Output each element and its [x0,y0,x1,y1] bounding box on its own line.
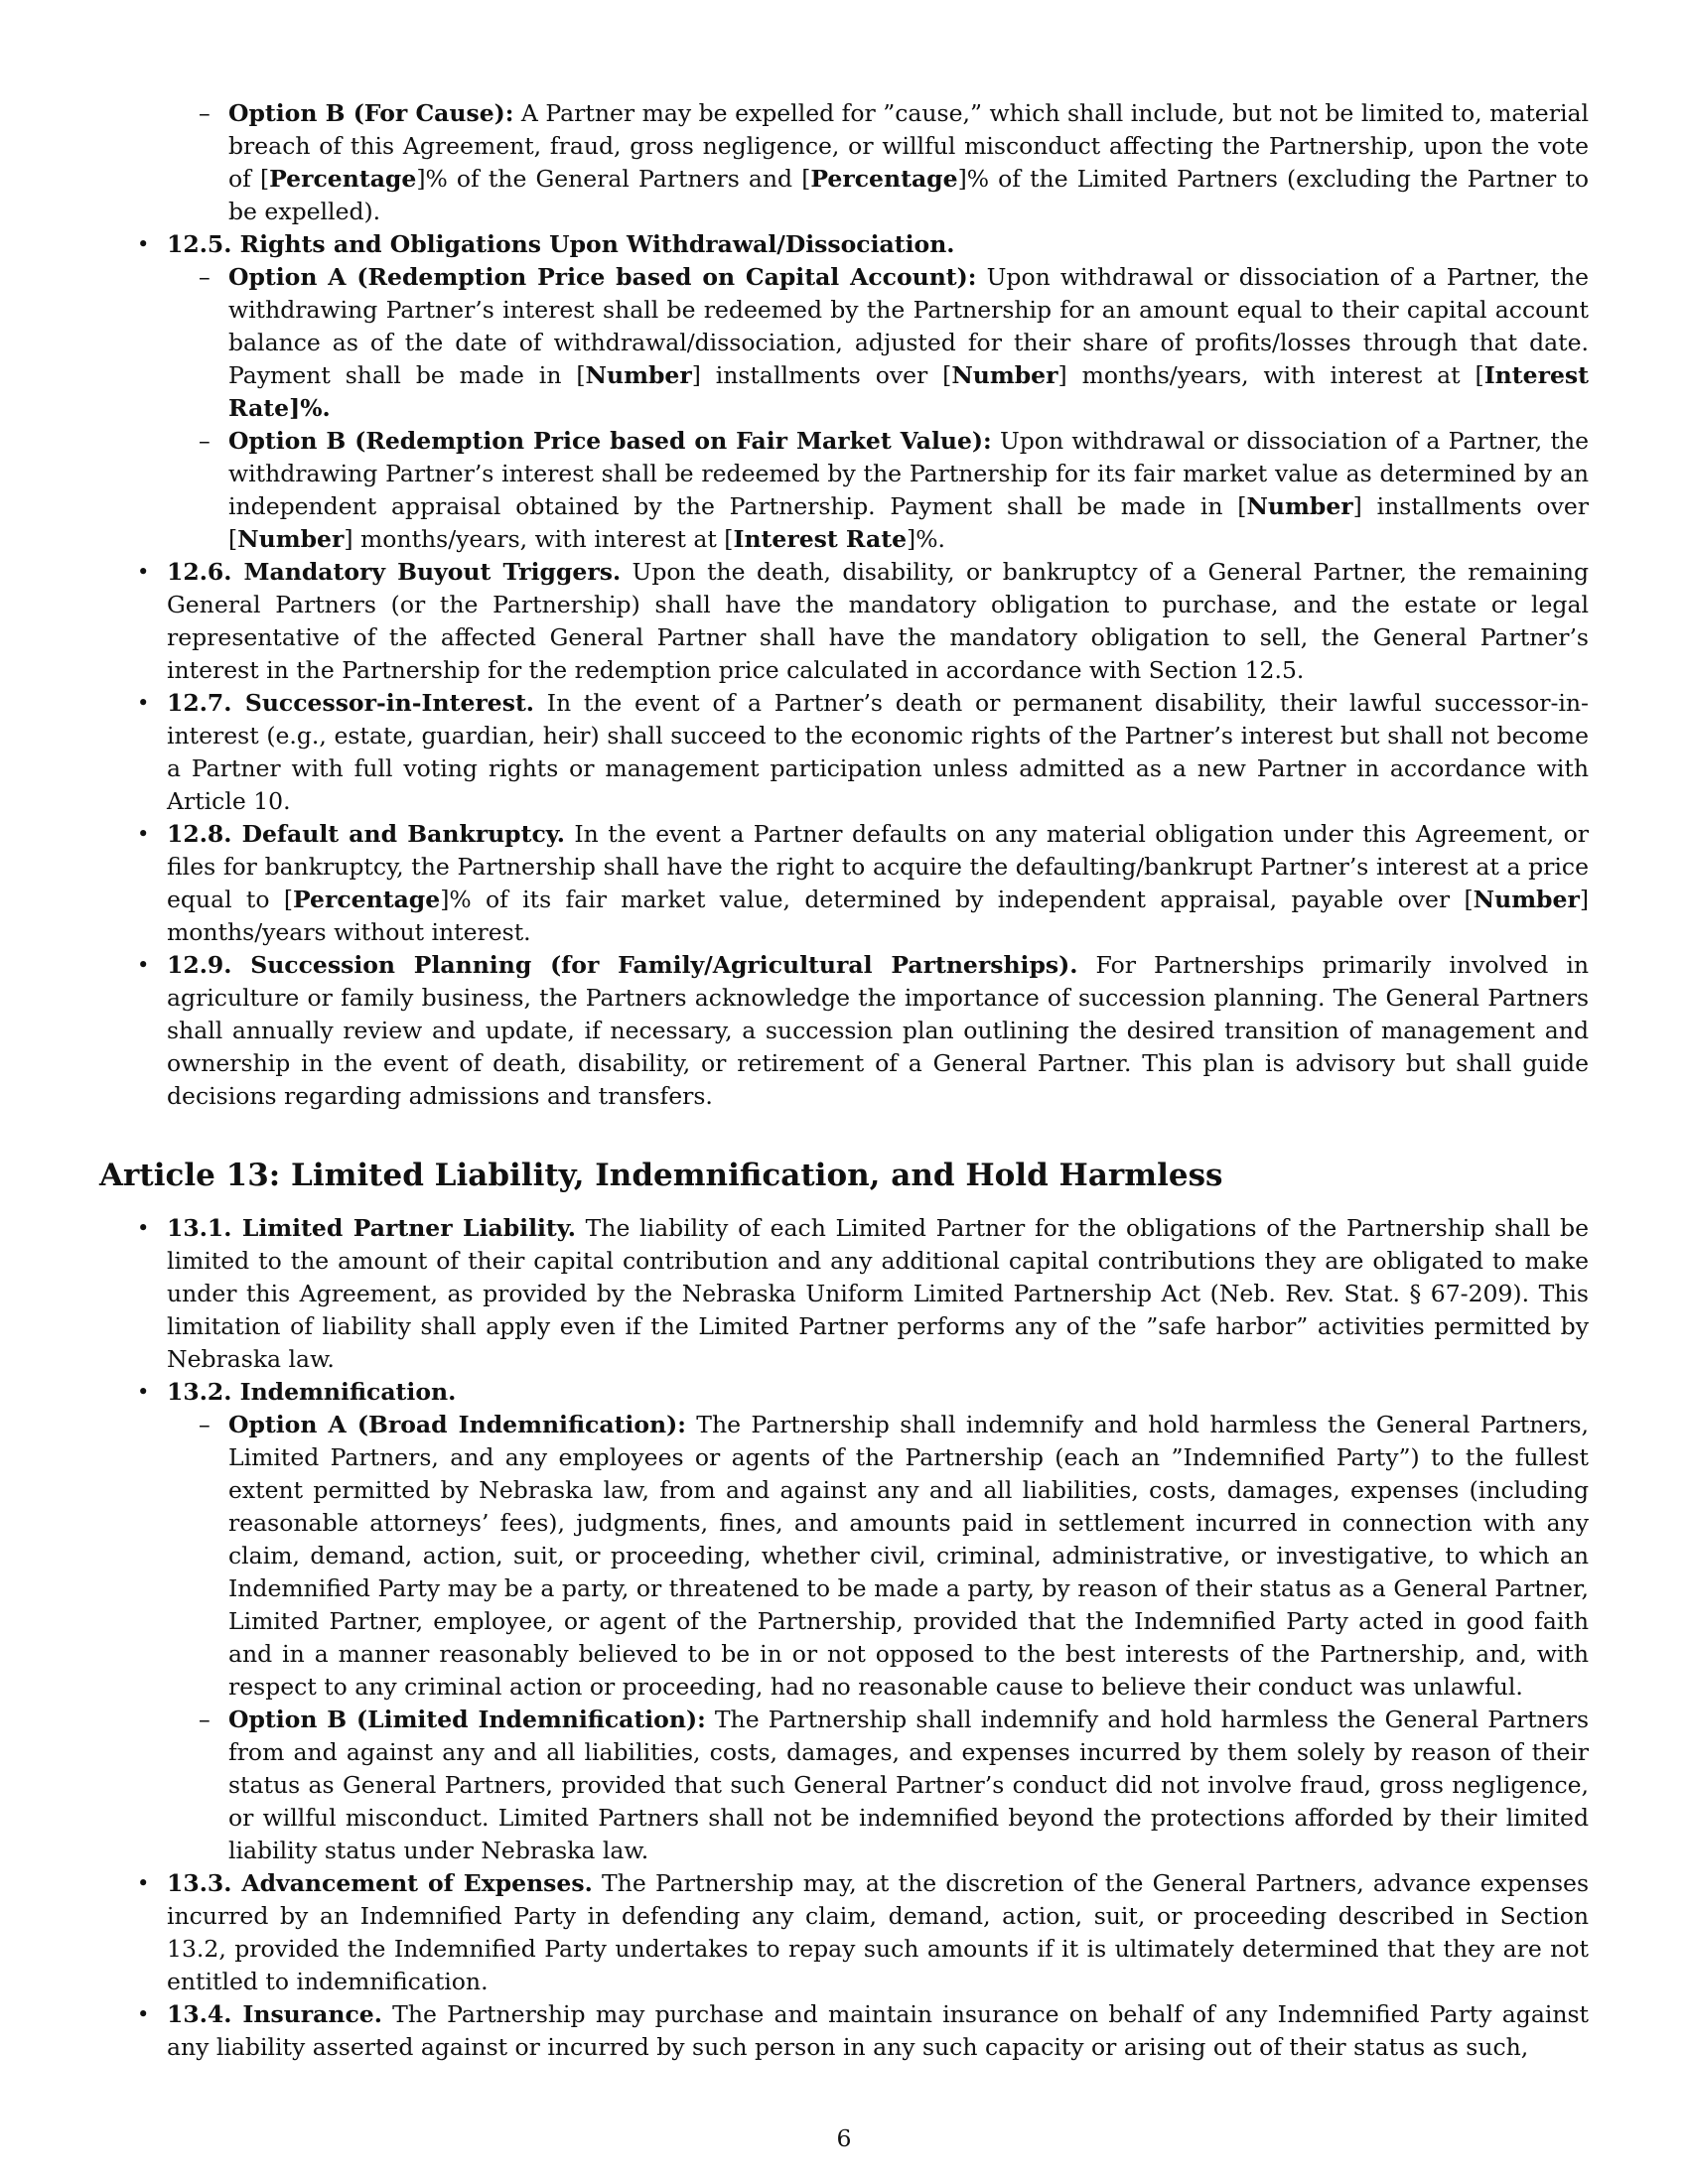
option-text: Upon withdrawal or dissociation of a Partner, the withdrawing Partner’s interest shall be redeemed by the Partnership for its fair market value as determined by an independent appraisal obtained by the Partnership. Payment shall be made in [ [228,427,1589,520]
section-label: 12.6. Mandatory Buyout Triggers. [167,558,622,586]
section-text: Upon the death, disability, or bankruptcy of a General Partner, the remaining General Partners (or the Partnership) shall have the mandatory obligation to purchase, and the estate or legal representative of the affected General Partner shall have the mandatory obligation to sell, the General Partner’s interest in the Partnership for the redemption price calculated in accordance with Section 12.5. [167,558,1590,684]
section-text: ]% of its fair market value, determined by independent appraisal, payable over [ [440,886,1474,913]
placeholder-field: Number [1473,886,1580,913]
article-13-sections-cont [99,1867,1589,2064]
placeholder-field: Interest Rate [228,361,1589,422]
bullet-marker: • [137,691,150,715]
option-text: ]% of the General Partners and [ [416,165,811,193]
section-text: For Partnerships primarily involved in agriculture or family business, the Partners acknowledge the importance of succession planning. The General Partners shall annually review and update, if necessary, a succession plan outlining the desired transition of management and ownership in the event of death, disability, or retirement of a General Partner. This plan is advisory but shall guide decisions regarding admissions and transfers. [167,951,1589,1110]
article-12-sections [99,228,1589,261]
placeholder-field: Percentage [269,165,417,193]
bullet-marker: • [137,953,150,977]
bullet-marker: • [137,1871,150,1895]
section-label: 13.2. Indemnification. [167,1378,457,1406]
section-12-6 [99,556,1589,687]
option-text: ] installments over [ [691,361,952,389]
dash-marker: – [199,427,211,455]
placeholder-field: Number [951,361,1058,389]
section-label: 13.1. Limited Partner Liability. [167,1214,576,1242]
option-label: Option B (Redemption Price based on Fair Market Value): [228,427,992,455]
placeholder-field: Number [237,525,345,553]
option-text: ]%. [907,525,946,553]
option-text: The Partnership shall indemnify and hold harmless the General Partners, Limited Partners, and any employees or agents of the Partnership (each an ”Indemnified Party”) to the fullest extent permitted by Nebraska law, from and against any and all liabilities, costs, damages, expenses (including reasonable attorneys’ fees), judgments, fines, and amounts paid in settlement incurred in connection with any claim, demand, action, suit, or proceeding, whether civil, criminal, administrative, or investigative, to which an Indemnified Party may be a party, or threatened to be made a party, by reason of their status as a General Partner, Limited Partner, employee, or agent of the Partnership, provided that the Indemnified Party acted in good faith and in a manner reasonably believed to be in or not opposed to the best interests of the Partnership, and, with respect to any criminal action or proceeding, had no reasonable cause to believe their conduct was unlawful. [228,1411,1590,1701]
bullet-marker: • [137,232,150,256]
section-text: ] months/years without interest. [167,886,1589,946]
section-12-7 [99,687,1589,818]
article-12-sections-cont [99,556,1589,1113]
section-13-4 [99,1998,1589,2064]
option-b-for-cause [99,97,1589,228]
bullet-marker: • [137,1216,150,1240]
section-label: 12.9. Succession Planning (for Family/Agricultural Partnerships). [167,951,1078,979]
section-text: The liability of each Limited Partner for the obligations of the Partnership shall be limited to the amount of their capital contribution and any additional capital contributions they are obligated to make under this Agreement, as provided by the Nebraska Uniform Limited Partnership Act (Neb. Rev. Stat. § 67-209). This limitation of liability shall apply even if the Limited Partner performs any of the ”safe harbor” activities permitted by Nebraska law. [167,1214,1589,1373]
dash-marker: – [199,263,211,291]
document-page [99,97,1589,2064]
placeholder-field: Interest Rate [733,525,908,553]
section-label: 12.8. Default and Bankruptcy. [167,820,565,848]
option-text: ]% of the Limited Partners (excluding the Partner to be expelled). [228,165,1589,225]
option-label: Option A (Redemption Price based on Capital Account): [228,263,977,291]
section-12-5-option-a [99,261,1589,425]
section-12-5 [99,228,1589,261]
section-label: 12.5. Rights and Obligations Upon Withdrawal/Dissociation. [167,230,955,258]
section-text: The Partnership may, at the discretion of the General Partners, advance expenses incurred by an Indemnified Party in defending any claim, demand, action, suit, or proceeding described in Section 13.2, provided the Indemnified Party undertakes to repay such amounts if it is ultimately determined that they are not entitled to indemnification. [167,1869,1589,1995]
bullet-marker: • [137,822,150,846]
option-text: ]%. [289,394,331,422]
option-label: Option B (For Cause): [228,99,514,127]
option-text: A Partner may be expelled for ”cause,” which shall include, but not be limited to, material breach of this Agreement, fraud, gross negligence, or willful misconduct affecting the Partnership, upon the vote of [ [228,99,1589,193]
option-label: Option B (Limited Indemnification): [228,1706,706,1733]
section-label: 13.3. Advancement of Expenses. [167,1869,593,1897]
section-text: In the event a Partner defaults on any material obligation under this Agreement, or files for bankruptcy, the Partnership shall have the right to acquire the defaulting/bankrupt Partner’s interest at a price equal to [ [167,820,1589,913]
dash-marker: – [199,99,211,127]
section-13-1 [99,1212,1589,1376]
placeholder-field: Number [585,361,692,389]
option-text: ] months/years, with interest at [ [1057,361,1484,389]
placeholder-field: Number [1246,492,1353,520]
section-label: 12.7. Successor-in-Interest. [167,689,534,717]
option-text: The Partnership shall indemnify and hold harmless the General Partners from and against any and all liabilities, costs, damages, and expenses incurred by them solely by reason of their status as General Partners, provided that such General Partner’s conduct did not involve fraud, gross negligence, or willful misconduct. Limited Partners shall not be indemnified beyond the protections afforded by their limited liability status under Nebraska law. [228,1706,1590,1864]
section-13-2-option-a [99,1409,1589,1704]
section-13-2-option-b [99,1704,1589,1867]
dash-marker: – [199,1706,211,1733]
option-text: ] installments over [ [228,492,1590,553]
page-number: 6 [836,2124,852,2152]
dash-marker: – [199,1411,211,1438]
bullet-marker: • [137,560,150,584]
placeholder-field: Percentage [810,165,958,193]
option-text: Upon withdrawal or dissociation of a Partner, the withdrawing Partner’s interest shall be redeemed by the Partnership for an amount equal to their capital account balance as of the date of withdrawal/dissociation, adjusted for their share of profits/losses through that date. Payment shall be made in [ [228,263,1590,389]
section-13-3 [99,1867,1589,1998]
section-text: The Partnership may purchase and maintain insurance on behalf of any Indemnified Party against any liability asserted against or incurred by such person in any such capacity or arising out of their status as such, [167,2000,1589,2061]
bullet-marker: • [137,2002,150,2026]
section-label: 13.4. Insurance. [167,2000,382,2028]
option-label: Option A (Broad Indemnification): [228,1411,686,1438]
placeholder-field: Percentage [293,886,441,913]
bullet-marker: • [137,1380,150,1404]
section-12-8 [99,818,1589,949]
section-12-5-option-b [99,425,1589,556]
section-13-2 [99,1376,1589,1409]
option-text: ] months/years, with interest at [ [344,525,734,553]
section-12-9 [99,949,1589,1113]
article-13-sections [99,1212,1589,1409]
section-text: In the event of a Partner’s death or permanent disability, their lawful successor-in-interest (e.g., estate, guardian, heir) shall succeed to the economic rights of the Partner’s interest but shall not become a Partner with full voting rights or management participation unless admitted as a new Partner in accordance with Article 10. [167,689,1589,815]
article-13-heading: Article 13: Limited Liability, Indemnification, and Hold Harmless [99,1158,1223,1193]
